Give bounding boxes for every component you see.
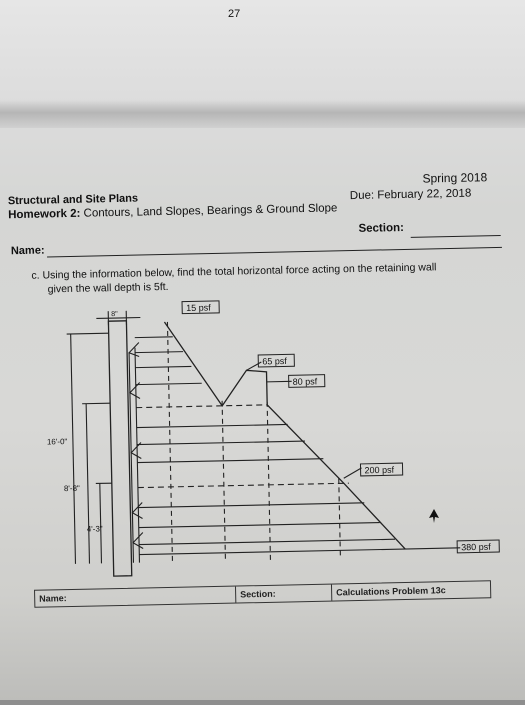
name-underline [47, 247, 502, 258]
question-line-1: c. Using the information below, find the total horizontal force acting on the retaining wall [31, 261, 436, 281]
course-title: Structural and Site Plans [8, 193, 138, 208]
question-line-2: given the wall depth is 5ft. [48, 281, 169, 296]
footer-section-cell [235, 585, 330, 603]
homework-label: Homework 2: [8, 208, 80, 222]
pressure-label-380: 380 psf [461, 542, 491, 553]
pressure-label-80: 80 psf [293, 376, 318, 387]
height-label-4ft3in: 4'-3" [87, 524, 103, 533]
footer-section-label: Section: [240, 589, 276, 600]
section-label: Section: [358, 222, 404, 235]
section-underline [411, 235, 501, 238]
pressure-label-200: 200 psf [364, 465, 394, 476]
footer-calc-cell [331, 581, 486, 600]
term-label: Spring 2018 [422, 170, 487, 185]
pressure-label-15: 15 psf [186, 303, 211, 314]
name-label: Name: [11, 245, 45, 258]
footer-calc-label: Calculations Problem 13c [336, 585, 446, 597]
footer-name-cell [35, 587, 234, 607]
due-date: Due: February 22, 2018 [350, 188, 472, 203]
pressure-label-65: 65 psf [262, 356, 287, 367]
height-label-16ft: 16'-0" [47, 437, 68, 446]
arrow-cursor-icon [428, 508, 440, 524]
page-number: 27 [228, 8, 240, 20]
wall-thickness-label: 8" [111, 311, 118, 318]
footer-name-label: Name: [39, 593, 67, 604]
retaining-wall-diagram [0, 284, 525, 595]
homework-topic: Contours, Land Slopes, Bearings & Ground Slope [83, 202, 337, 219]
height-label-8ft8in: 8'-8" [64, 484, 80, 493]
